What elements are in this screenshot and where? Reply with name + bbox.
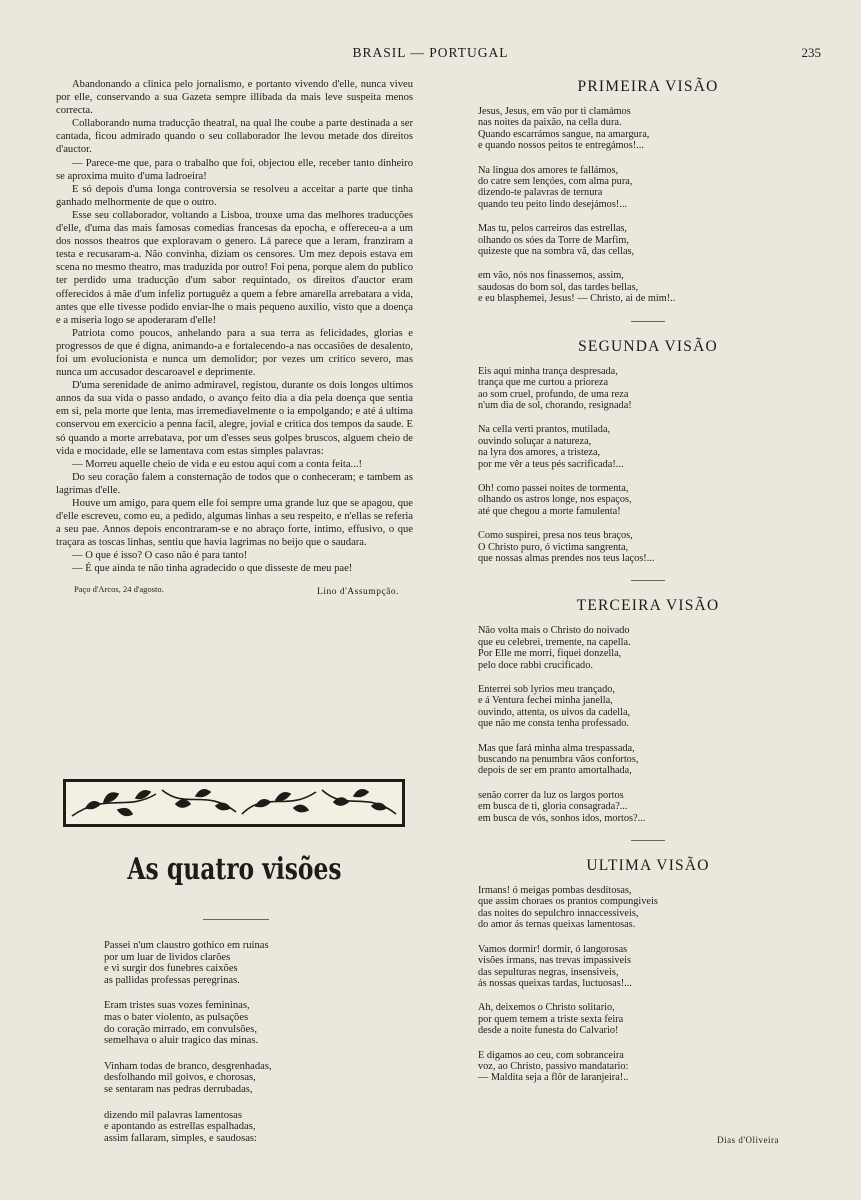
verse-line: do catre sem lençóes, com alma pura, xyxy=(478,176,633,188)
article-paragraph: Patriota como poucos, anhelando para a sua terra as felicidades, glorias e progressos de que é digna, animando-a e fortalecendo-a nas occasiões de desalento, foi um evolucionista e nunca um demolidor; por vezes um critico severo, mas nunca um accusador descaroavel e deprimente. xyxy=(56,327,413,379)
verse-line: Oh! como passei noites de tormenta, xyxy=(478,482,629,494)
verse-line: assim fallaram, simples, e saudosas: xyxy=(104,1132,257,1144)
running-title: BRASIL — PORTUGAL xyxy=(352,45,509,60)
vision-section xyxy=(478,597,818,824)
verse-line: Passei n'um claustro gothico em ruinas xyxy=(104,940,269,951)
poem-intro xyxy=(104,940,404,1158)
verse-line: Não volta mais o Christo do noivado xyxy=(478,625,630,637)
article-paragraph: Collaborando numa traducção theatral, na qual lhe coube a parte destinada a ser cantada, ficou admirado quando o seu collaborador lhe levou metade dos direitos d'auctor. xyxy=(56,118,413,156)
verse-line: Mas tu, pelos carreiros das estrellas, xyxy=(478,223,627,235)
verse-line: das noites do sepulchro innaccessiveis, xyxy=(478,907,639,919)
verse-line: ouvindo soluçar a natureza, xyxy=(478,435,592,447)
place-date: Paço d'Arcos, 24 d'agosto. xyxy=(74,583,164,594)
page-number: 235 xyxy=(801,45,821,60)
verse-line: e vi surgir dos funebres caixões xyxy=(104,963,238,975)
vision-title: SEGUNDA VISÃO xyxy=(578,337,718,355)
vision-section xyxy=(478,78,818,305)
verse-line: ás nossas queixas tardas, luctuosas!... xyxy=(478,977,632,989)
verse-line: mas o bater violento, as pulsações xyxy=(104,1011,249,1023)
verse-line: dizendo mil palavras lamentosas xyxy=(104,1109,242,1121)
verse-line: em vão, nós nos finassemos, assim, xyxy=(478,270,624,282)
verse-line: Na cella verti prantos, mutilada, xyxy=(478,424,611,436)
article-paragraph: Houve um amigo, para quem elle foi sempre uma grande luz que se apagou, que d'elle escreveu, como eu, a pedido, algumas linhas a seu respeito, e n'ellas se referia a seu pae. Annos depois encontraram-se e no abraço forte, intimo, effusivo, o que traçara as toscas linhas, sentiu que havia lagrimas no beijo que o saudara. xyxy=(56,498,413,549)
verse-line: dizendo-te palavras de ternura xyxy=(478,187,603,199)
section-divider xyxy=(631,840,665,841)
stanza xyxy=(104,1000,404,1046)
verse-line: trança que me curtou a prioreza xyxy=(478,377,609,389)
verse-line: ao som cruel, profundo, de uma reza xyxy=(478,388,629,400)
verse-line: e quando nossos peitos te entregámos!... xyxy=(478,140,644,152)
page-header xyxy=(0,45,861,67)
verse-line: Jesus, Jesus, em vão por ti clamámos xyxy=(478,106,631,117)
verse-line: quizeste que na sombra vã, das cellas, xyxy=(478,246,635,258)
visions-column xyxy=(478,78,818,1097)
verse-line: desfolhando mil goivos, e chorosas, xyxy=(104,1072,256,1084)
verse-line: na lyra dos amores, a tristeza, xyxy=(478,447,601,459)
verse-line: Vamos dormir! dormir, ó langorosas xyxy=(478,943,628,955)
verse-line: em busca de vós, sonhos idos, mortos?... xyxy=(478,812,646,824)
verse-line: Mas que fará minha alma trespassada, xyxy=(478,742,635,754)
vision-section xyxy=(478,857,818,1084)
verse-line: olhando os sóes da Torre de Marfim, xyxy=(478,234,629,246)
verse-line: O Christo puro, ó victima sangrenta, xyxy=(478,541,629,553)
verse-line: por me vêr a teus pés sacrificada!... xyxy=(478,458,624,470)
verse-line: depois de ser em pranto amortalhada, xyxy=(478,765,632,777)
verse-line: desde a noite funesta do Calvario! xyxy=(478,1025,619,1037)
floral-ornament-icon xyxy=(63,779,405,827)
verse-line: Irmans! ó meigas pombas desditosas, xyxy=(478,885,632,897)
verse-line: saudosas do bom sol, das tardes bellas, xyxy=(478,281,639,293)
verse-line: e apontando as estrellas espalhadas, xyxy=(104,1121,256,1133)
verse-line: buscando na penumbra vãos confortos, xyxy=(478,754,639,766)
verse-line: Eis aqui minha trança despresada, xyxy=(478,365,618,377)
verse-line: das sepulturas negras, insensiveis, xyxy=(478,966,619,978)
article-paragraph: E só depois d'uma longa controversia se resolveu a acceitar a parte que tinha ganhado melhormente de que o outro. xyxy=(56,183,413,208)
verse-line: ouvindo, attenta, os uivos da cadella, xyxy=(478,706,631,718)
verse-line: nas noites da paixão, na cella dura. xyxy=(478,117,622,129)
verse-line: Na lingua dos amores te fallámos, xyxy=(478,164,619,176)
article-signoff xyxy=(56,584,413,602)
article-paragraph: — O que é isso? O caso não é para tanto! xyxy=(72,550,248,562)
poem-author: Dias d'Oliveira xyxy=(717,1135,779,1145)
article-paragraph: Abandonando a clinica pelo jornalismo, e portanto vivendo d'elle, nunca viveu por elle, conservando a sua Gazeta sempre illibada da mais leve suspeita menos correcta. xyxy=(56,79,413,117)
verse-line: senão correr da luz os largos portos xyxy=(478,789,624,801)
section-divider xyxy=(631,321,665,322)
verse-line: por quem temem a triste sexta feira xyxy=(478,1013,624,1025)
verse-line: e á Ventura fechei minha janella, xyxy=(478,695,613,707)
article-paragraph: Esse seu collaborador, voltando a Lisboa, trouxe uma das melhores traducções d'elle, d'uma das mais famosas comedias francesas da epocha, e offereceu-a a um dos nossos theatros que exploravam o genero. Lá parece que a leram, franziram a testa e recusaram-a. Não convinha, diziam os censores. Um mez depois estava em scena no mesmo theatro, mas traduzida por outro! Foi pena, porque alem do publico ter perdido uma traducção d'um sabor requintado, os direitos d'auctor eram offerecidos á mãe d'um infeliz portuguêz a quem a febre amarella arrebatara a vida, antes que elle tivesse podido enviar-lhe o mais pequeno auxilio, visto que a doença e a miseria logo se apoderaram d'elle! xyxy=(56,209,413,326)
verse-line: voz, ao Christo, passivo mandatario: xyxy=(478,1060,629,1072)
verse-line: pelo doce rabbi crucificado. xyxy=(478,659,593,671)
article-author: Lino d'Assumpção. xyxy=(317,586,399,597)
verse-line: E digamos ao ceu, com sobranceira xyxy=(478,1049,624,1061)
article-paragraph: — Parece-me que, para o trabalho que foi, objectou elle, receber tanto dinheiro se aproxima muito d'uma ladroeira! xyxy=(56,157,413,182)
verse-line: Por Elle me morri, fiquei donzella, xyxy=(478,648,622,660)
vision-title: TERCEIRA VISÃO xyxy=(576,597,720,615)
stanza xyxy=(104,1110,404,1145)
article-paragraph: Do seu coração falem a consternação de todos que o conheceram; e tambem as lagrimas d'elle. xyxy=(56,471,413,496)
article-paragraph: D'uma serenidade de animo admiravel, registou, durante os dois longos ultimos annos da sua vida o passo andado, o avanço feito dia a dia pela doença que sentia em si, pela morte que lenta, mas irremediavelmente o ia empolgando; e até á ultima conservou em exercicio a penna facil, alegre, jovial e critica dos tempos da saude. E só quando a morte arrebatava, por um d'esses seus golpes bruscos, alguem cheio de vida e mocidade, elle se lamentava com estas simples palavras: xyxy=(56,380,413,457)
verse-line: Vinham todas de branco, desgrenhadas, xyxy=(104,1060,272,1072)
verse-line: Como suspirei, presa nos teus braços, xyxy=(478,530,633,542)
vision-title: ULTIMA VISÃO xyxy=(586,857,710,875)
verse-line: visões irmans, nas trevas impassiveis xyxy=(478,955,632,967)
article-column xyxy=(56,78,413,602)
vision-title: PRIMEIRA VISÃO xyxy=(577,78,719,95)
verse-line: Eram tristes suas vozes femininas, xyxy=(104,1000,250,1012)
stanza xyxy=(104,940,404,986)
verse-line: que assim choraes os prantos compungiveis xyxy=(478,896,658,908)
title-divider xyxy=(203,919,269,920)
verse-line: as pallidas professas peregrinas. xyxy=(104,974,240,986)
vision-section xyxy=(478,338,818,565)
verse-line: olhando os astros longe, nos espaços, xyxy=(478,494,632,506)
poem-title: As quatro visões xyxy=(127,852,342,887)
verse-line: quando teu peito lindo desejámos!... xyxy=(478,198,627,210)
verse-line: do amor ás ternas queixas lamentosas. xyxy=(478,919,636,931)
article-paragraph: — Morreu aquelle cheio de vida e eu estou aqui com a conta feita...! xyxy=(72,458,363,470)
article-paragraph: — É que ainda te não tinha agradecido o que disseste de meu pae! xyxy=(72,563,353,575)
verse-line: em busca de ti, gloria consagrada?... xyxy=(478,801,628,813)
verse-line: Quando escarrámos sangue, na amargura, xyxy=(478,128,650,140)
verse-line: Enterrei sob lyrios meu trançado, xyxy=(478,684,615,695)
verse-line: e eu blasphemei, Jesus! — Christo, ai de mim!.. xyxy=(478,293,676,305)
verse-line: n'um dia de sol, chorando, resignada! xyxy=(478,399,632,411)
verse-line: semelhava o aluir tragico das minas. xyxy=(104,1035,259,1047)
verse-line: que eu celebrei, tremente, na capella. xyxy=(478,636,631,648)
section-divider xyxy=(631,580,665,581)
verse-line: — Maldita seja a flôr de laranjeira!.. xyxy=(478,1072,629,1084)
verse-line: do coração mirrado, em convulsões, xyxy=(104,1023,257,1035)
verse-line: que não me consta tenha professado. xyxy=(478,718,629,730)
stanza xyxy=(104,1061,404,1096)
verse-line: se sentaram nas pedras derrubadas, xyxy=(104,1083,253,1095)
verse-line: por um luar de lividos clarões xyxy=(104,951,231,963)
floral-ornament-graphic xyxy=(66,782,402,824)
verse-line: Ah, deixemos o Christo solitario, xyxy=(478,1002,615,1014)
verse-line: que nossas almas prendes nos teus laços!... xyxy=(478,552,655,564)
article-body xyxy=(56,78,413,576)
verse-line: até que chegou a morte famulenta! xyxy=(478,505,621,517)
